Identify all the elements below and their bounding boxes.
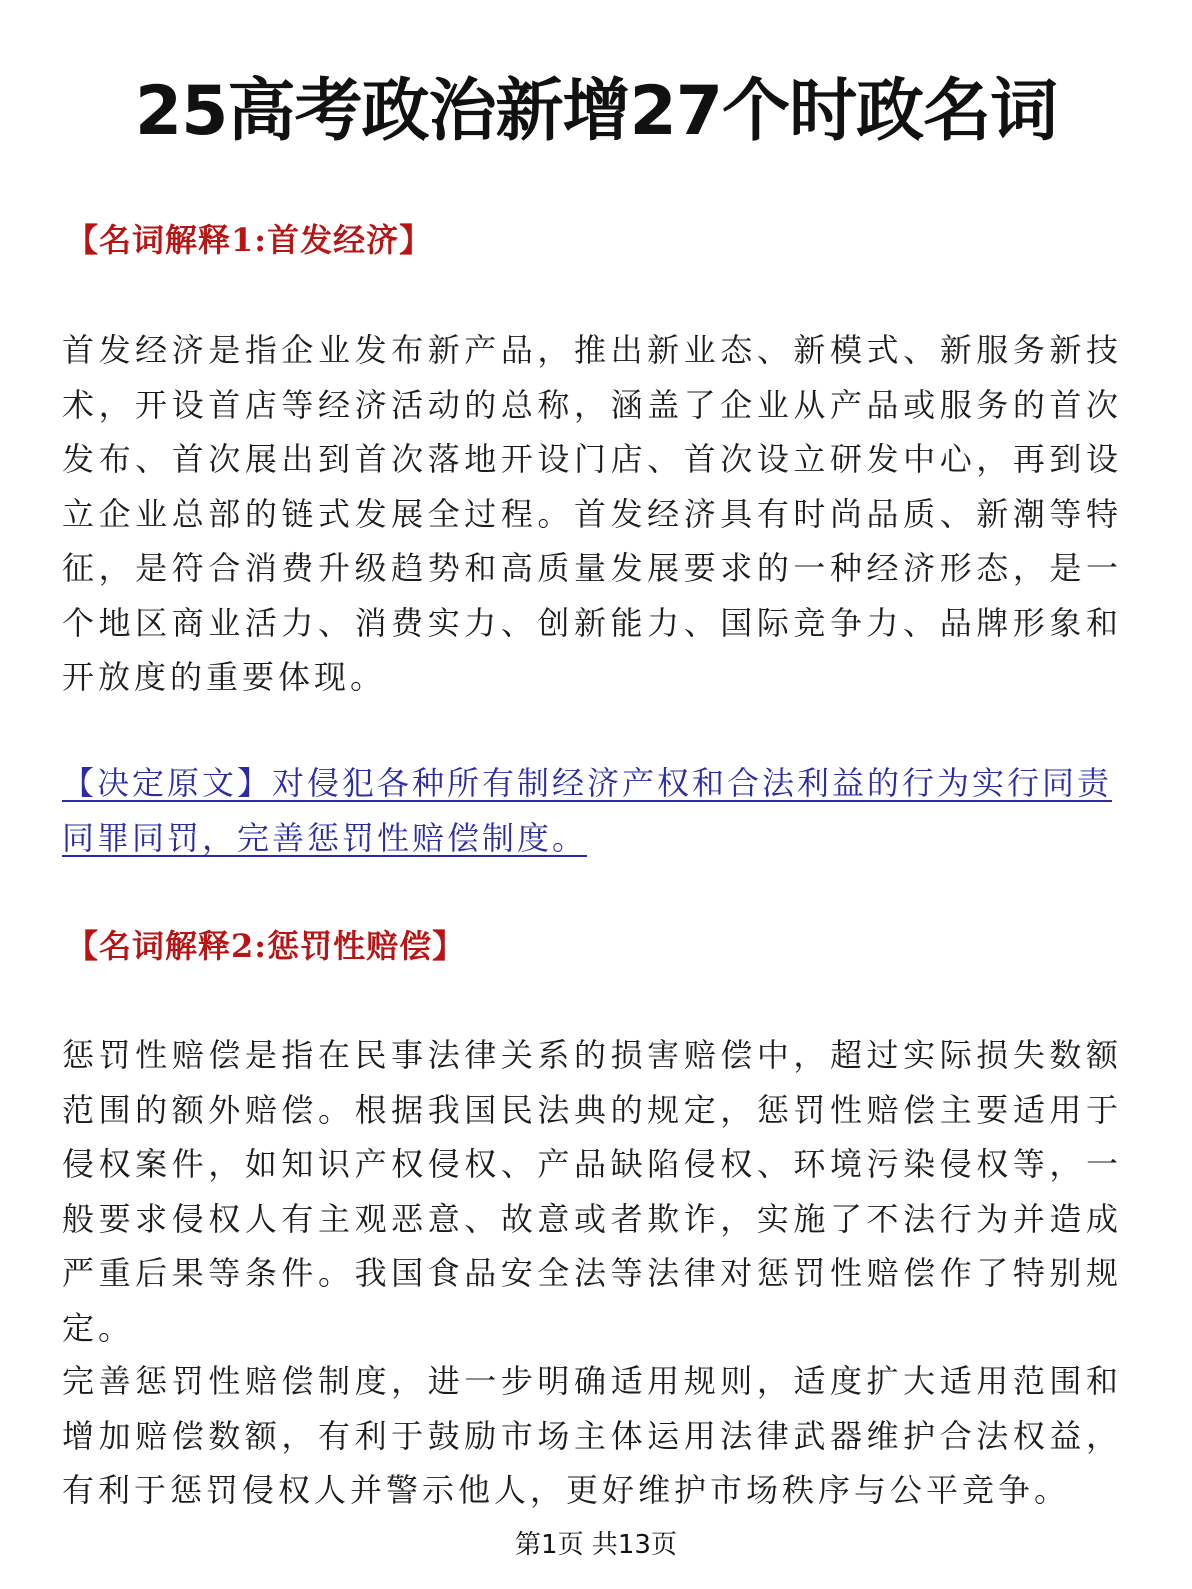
- term-heading-1: 【名词解释1:首发经济】: [66, 221, 433, 259]
- term-paragraph-1: 首发经济是指企业发布新产品，推出新业态、新模式、新服务新技术，开设首店等经济活动的总称，涵盖了企业从产品或服务的首次发布、首次展出到首次落地开设门店、首次设立研发中心，再到设立企业总部的链式发展全过程。首发经济具有时尚品质、新潮等特征，是符合消费升级趋势和高质量发展要求的一种经济形态，是一个地区商业活力、消费实力、创新能力、国际竞争力、品牌形象和开放度的重要体现。: [62, 331, 1122, 696]
- term-heading-2: 【名词解释2:惩罚性赔偿】: [66, 927, 466, 965]
- term-paragraph-2: 惩罚性赔偿是指在民事法律关系的损害赔偿中，超过实际损失数额范围的额外赔偿。根据我国民法典的规定，惩罚性赔偿主要适用于侵权案件，如知识产权侵权、产品缺陷侵权、环境污染侵权等，一般要求侵权人有主观恶意、故意或者欺诈，实施了不法行为并造成严重后果等条件。我国食品安全法等法律对惩罚性赔偿作了特别规定。: [62, 1036, 1122, 1347]
- term-paragraph-2-extra: 完善惩罚性赔偿制度，进一步明确适用规则，适度扩大适用范围和增加赔偿数额，有利于鼓励市场主体运用法律武器维护合法权益，有利于惩罚侵权人并警示他人，更好维护市场秩序与公平竞争。: [62, 1362, 1122, 1509]
- page-number: 第1页 共13页: [515, 1530, 677, 1560]
- page-title: 25高考政治新增27个时政名词: [134, 72, 1058, 151]
- decision-original-text: 【决定原文】对侵犯各种所有制经济产权和合法利益的行为实行同责同罪同罚，完善惩罚性赔偿制度。: [62, 764, 1113, 857]
